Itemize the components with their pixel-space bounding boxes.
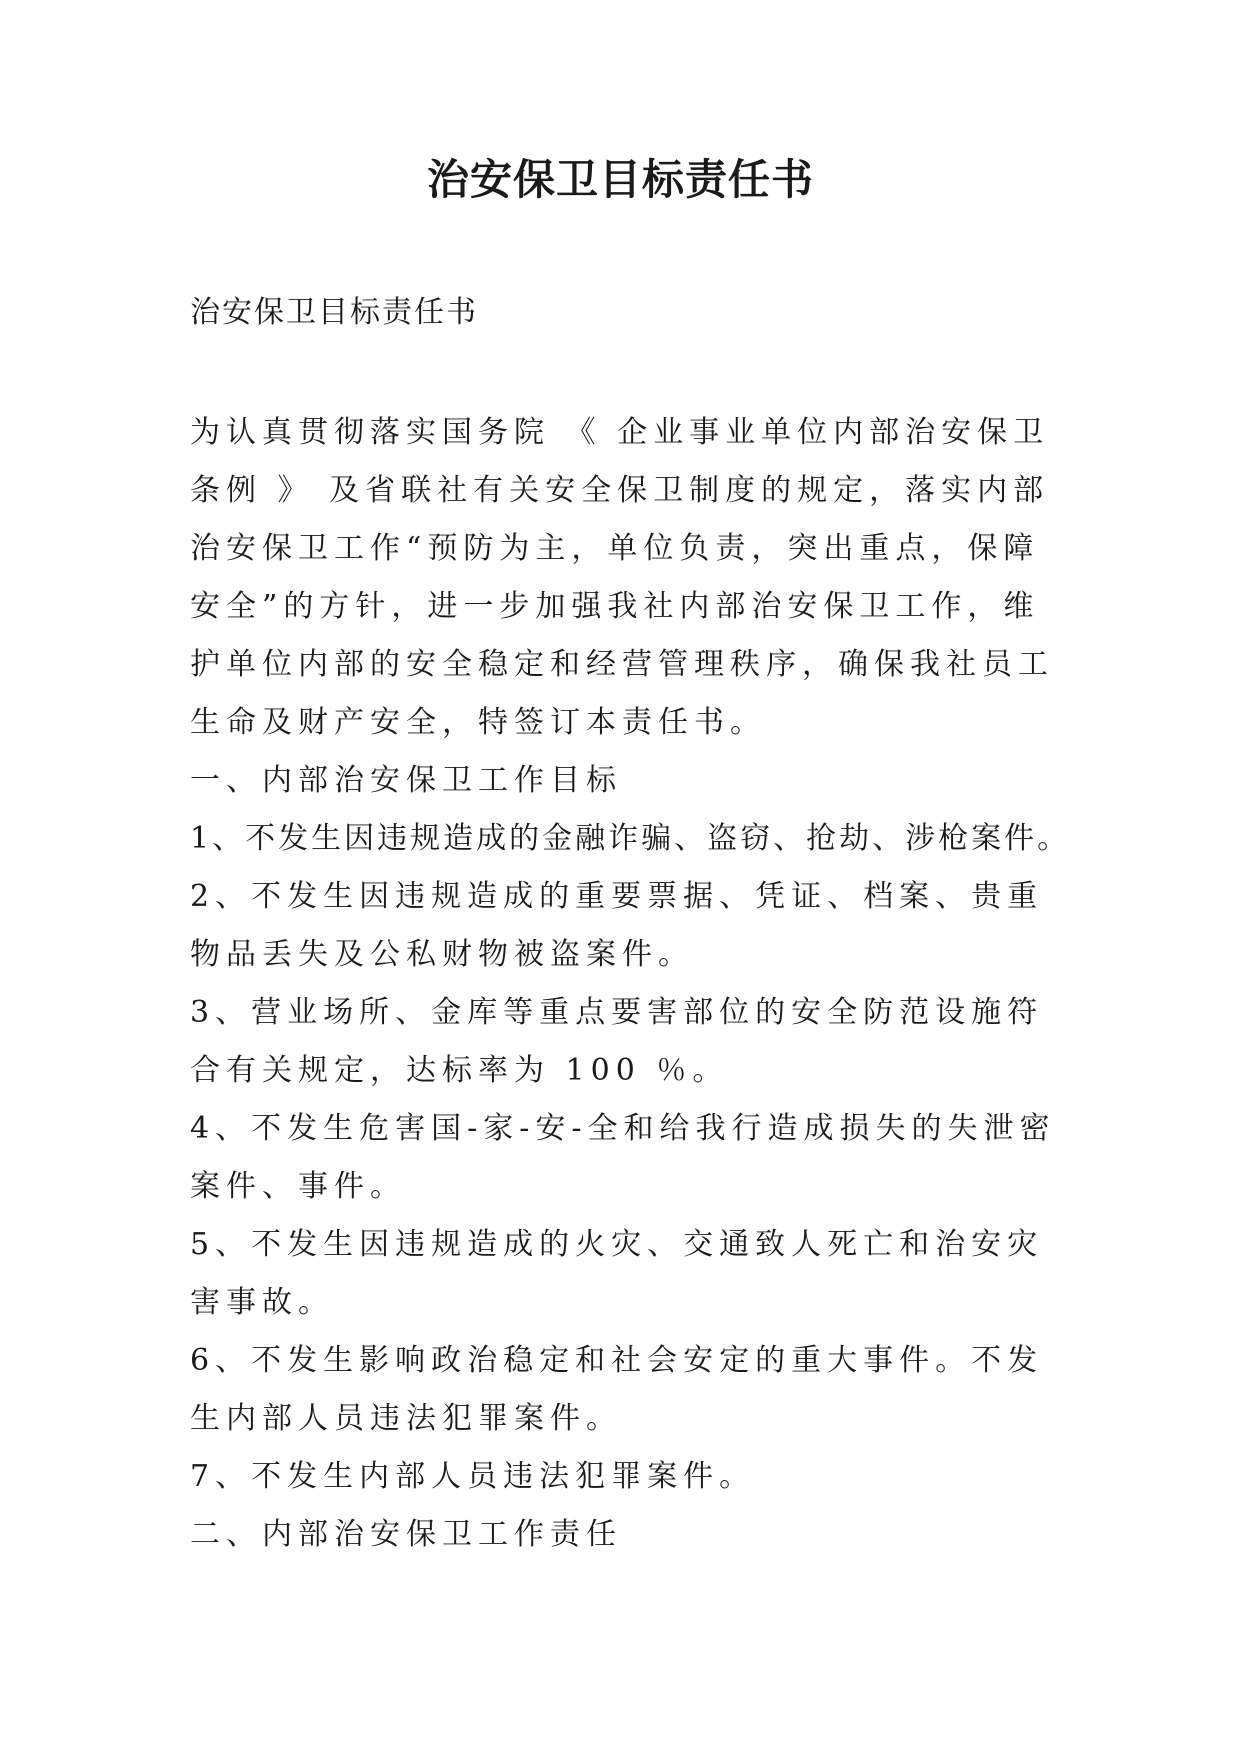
goal-item-2: 2、不发生因违规造成的重要票据、凭证、档案、贵重物品丢失及公私财物被盗案件。 [190, 879, 1044, 972]
document-subtitle: 治安保卫目标责任书 [190, 295, 478, 330]
goal-item-6: 6、不发生影响政治稳定和社会安定的重大事件。不发生内部人员违法犯罪案件。 [190, 1343, 1044, 1436]
section-heading-goals: 一、内部治安保卫工作目标 [190, 763, 622, 798]
intro-paragraph: 为认真贯彻落实国务院 《 企业事业单位内部治安保卫条例 》 及省联社有关安全保卫制度的规定，落实内部治安保卫工作“预防为主，单位负责，突出重点，保障安全”的方针，进一步加强我社内部治安保卫工作，维护单位内部的安全稳定和经营管理秩序，确保我社员工生命及财产安全，特签订本责任书。 [190, 415, 1054, 740]
goal-item-4: 4、不发生危害国-家-安-全和给我行造成损失的失泄密案件、事件。 [190, 1111, 1056, 1204]
goal-item-1: 1、不发生因违规造成的金融诈骗、盗窃、抢劫、涉枪案件。 [190, 821, 1071, 856]
goal-item-3: 3、营业场所、金库等重点要害部位的安全防范设施符合有关规定，达标率为 100 ％。 [190, 995, 1044, 1088]
goal-item-7: 7、不发生内部人员违法犯罪案件。 [190, 1459, 756, 1494]
goal-item-5: 5、不发生因违规造成的火灾、交通致人死亡和治安灾害事故。 [190, 1227, 1044, 1320]
document-body [190, 404, 1071, 1564]
document-title: 治安保卫目标责任书 [426, 155, 814, 204]
section-heading-responsibility: 二、内部治安保卫工作责任 [190, 1517, 622, 1552]
